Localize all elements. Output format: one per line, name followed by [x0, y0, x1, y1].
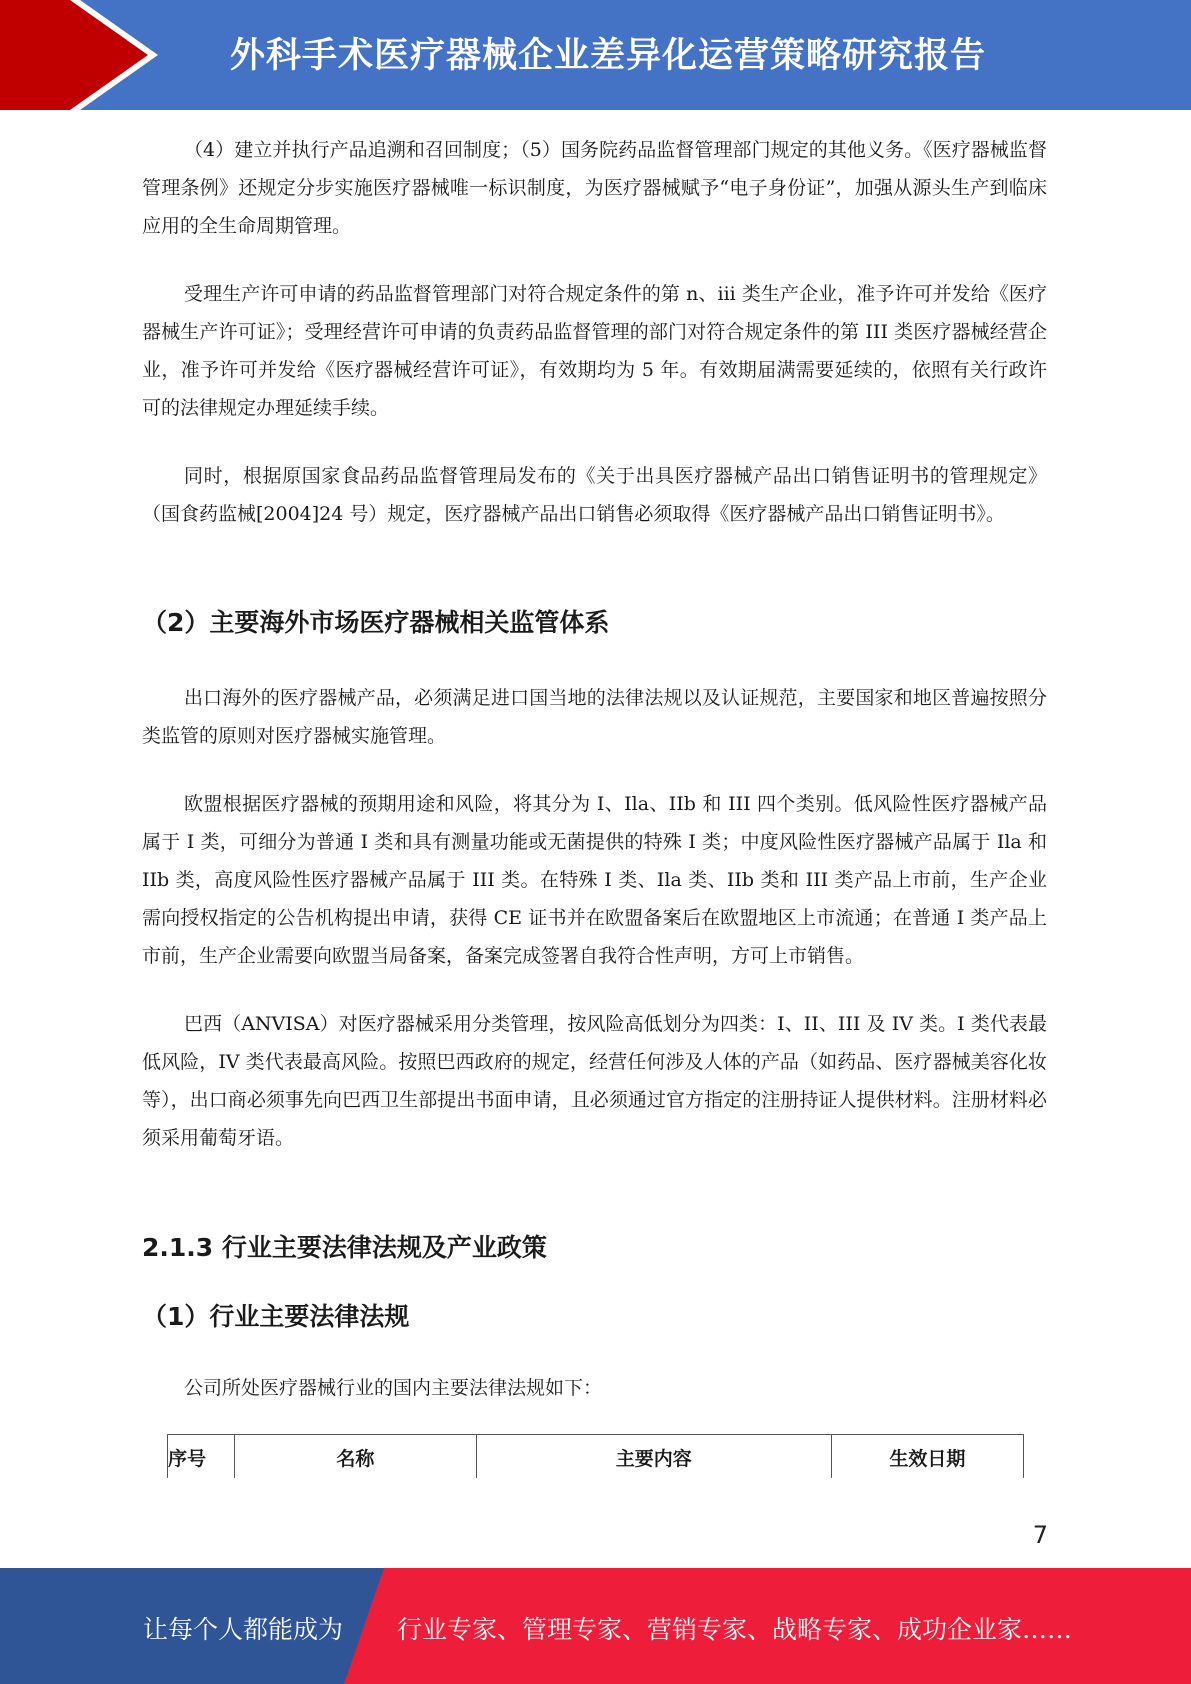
table-header-row — [168, 1435, 1024, 1479]
paragraph-table-intro: 公司所处医疗器械行业的国内主要法律法规如下： — [184, 1377, 603, 1399]
header-arrow-decoration — [0, 0, 260, 110]
col-header-effective-date: 生效日期 — [831, 1435, 1023, 1479]
body-text-top — [142, 131, 1047, 563]
report-title: 外科手术医疗器械企业差异化运营策略研究报告 — [230, 36, 987, 76]
heading-main-laws: （1）行业主要法律法规 — [142, 1302, 410, 1331]
page-footer — [0, 1568, 1191, 1684]
footer-slogan-right: 行业专家、管理专家、营销专家、战略专家、成功企业家…… — [397, 1615, 1073, 1644]
body-text-bottom — [142, 1369, 1047, 1437]
body-text-middle — [142, 679, 1047, 1187]
col-header-index: 序号 — [168, 1435, 235, 1479]
page-header — [0, 0, 1191, 110]
paragraph-licensing: 受理生产许可申请的药品监督管理部门对符合规定条件的第 n、iii 类生产企业，准予许可并发给《医疗器械生产许可证》；受理经营许可申请的负责药品监督管理的部门对符合规定条件的第 III 类医疗器械经营企业，准予许可并发给《医疗器械经营许可证》，有效期均为 5 年。有效期届满需要延续的，依照有关行政许可的法律规定办理延续手续。 — [142, 283, 1047, 419]
heading-overseas-regulation: （2）主要海外市场医疗器械相关监管体系 — [142, 608, 610, 637]
paragraph-eu: 欧盟根据医疗器械的预期用途和风险，将其分为 I、Ila、IIb 和 III 四个类别。低风险性医疗器械产品属于 I 类，可细分为普通 I 类和具有测量功能或无菌提供的特殊 I 类；中度风险性医疗器械产品属于 Ila 和 IIb 类，高度风险性医疗器械产品属于 III 类。在特殊 I 类、Ila 类、IIb 类和 III 类产品上市前，生产企业需向授权指定的公告机构提出申请，获得 CE 证书并在欧盟备案后在欧盟地区上市流通；在普通 I 类产品上市前，生产企业需要向欧盟当局备案，备案完成签署自我符合性声明，方可上市销售。 — [142, 793, 1047, 967]
footer-slogan-left: 让每个人都能成为 — [143, 1615, 344, 1644]
paragraph-brazil: 巴西（ANVISA）对医疗器械采用分类管理，按风险高低划分为四类：I、II、III 及 IV 类。I 类代表最低风险，IV 类代表最高风险。按照巴西政府的规定，经营任何涉及人体的产品（如药品、医疗器械美容化妆等），出口商必须事先向巴西卫生部提出书面申请，且必须通过官方指定的注册持证人提供材料。注册材料必须采用葡萄牙语。 — [142, 1013, 1047, 1149]
col-header-content: 主要内容 — [476, 1435, 831, 1479]
laws-table — [167, 1434, 1024, 1478]
paragraph-export-certificate: 同时，根据原国家食品药品监督管理局发布的《关于出具医疗器械产品出口销售证明书的管理规定》（国食药监械[2004]24 号）规定，医疗器械产品出口销售必须取得《医疗器械产品出口销售证明书》。 — [142, 465, 1047, 525]
paragraph-export-intro: 出口海外的医疗器械产品，必须满足进口国当地的法律法规以及认证规范，主要国家和地区普遍按照分类监管的原则对医疗器械实施管理。 — [142, 687, 1047, 747]
heading-section-2-1-3: 2.1.3 行业主要法律法规及产业政策 — [142, 1233, 547, 1262]
paragraph-obligations: （4）建立并执行产品追溯和召回制度；（5）国务院药品监督管理部门规定的其他义务。《医疗器械监督管理条例》还规定分步实施医疗器械唯一标识制度，为医疗器械赋予“电子身份证”，加强从源头生产到临床应用的全生命周期管理。 — [142, 139, 1047, 237]
page-number: 7 — [1032, 1521, 1048, 1549]
col-header-name: 名称 — [234, 1435, 476, 1479]
